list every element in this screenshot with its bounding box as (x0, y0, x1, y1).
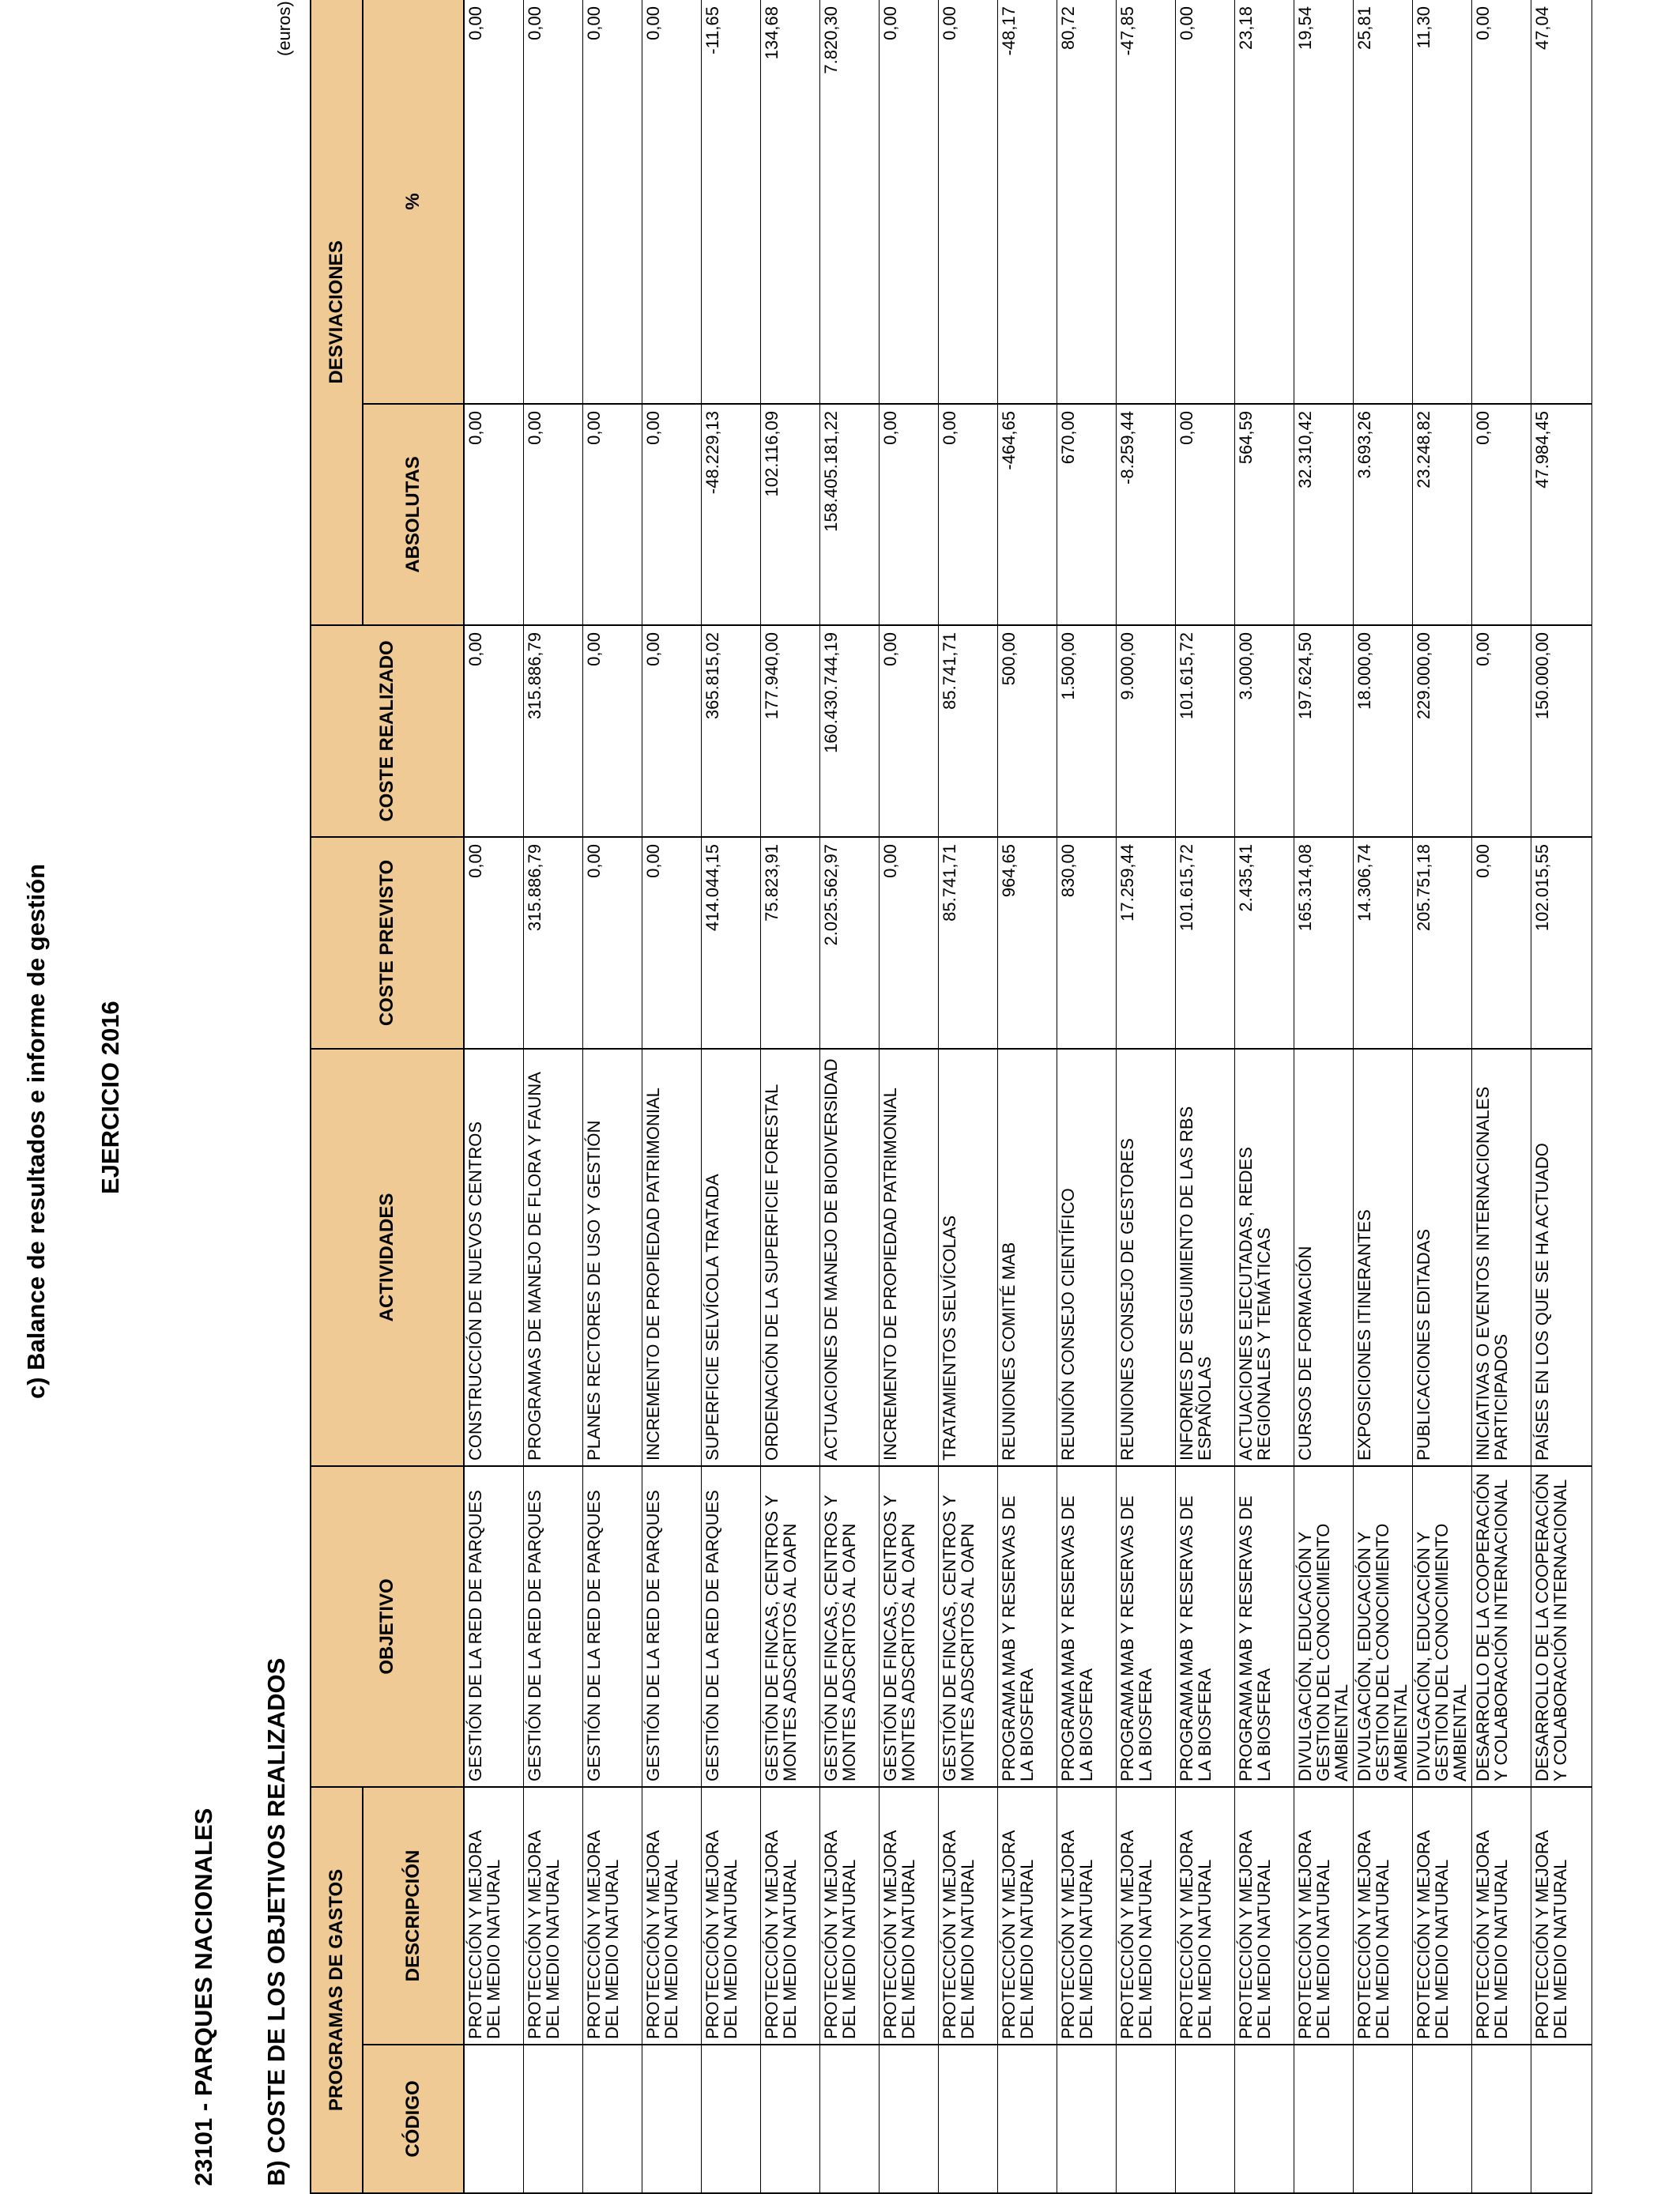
absolutas-cell: 102.116,09 (761, 404, 820, 625)
coste-previsto-cell: 315.886,79 (524, 837, 583, 1049)
coste-previsto-cell: 0,00 (1472, 837, 1531, 1049)
descripcion-cell: PROTECCIÓN Y MEJORA DEL MEDIO NATURAL (702, 1787, 761, 2045)
codigo-cell (761, 2045, 820, 2193)
absolutas-cell: -48.229,13 (702, 404, 761, 625)
descripcion-cell: PROTECCIÓN Y MEJORA DEL MEDIO NATURAL (524, 1787, 583, 2045)
absolutas-cell: 0,00 (464, 404, 524, 625)
porcentaje-cell: 23,18 (1235, 0, 1294, 404)
codigo-cell (1531, 2045, 1592, 2193)
porcentaje-cell: 25,81 (1354, 0, 1413, 404)
coste-previsto-cell: 102.015,55 (1531, 837, 1592, 1049)
coste-realizado-header: COSTE REALIZADO (311, 625, 464, 837)
descripcion-cell: PROTECCIÓN Y MEJORA DEL MEDIO NATURAL (880, 1787, 939, 2045)
absolutas-cell: 32.310,42 (1294, 404, 1354, 625)
actividad-cell: ORDENACIÓN DE LA SUPERFICIE FORESTAL (761, 1049, 820, 1466)
porcentaje-header: % (363, 0, 464, 404)
objetivo-cell: GESTIÓN DE LA RED DE PARQUES (524, 1466, 583, 1787)
porcentaje-cell: 0,00 (642, 0, 702, 404)
table-row (1354, 0, 1413, 2193)
table-row (642, 0, 702, 2193)
descripcion-cell: PROTECCIÓN Y MEJORA DEL MEDIO NATURAL (998, 1787, 1057, 2045)
actividad-cell: REUNIÓN CONSEJO CIENTÍFICO (1057, 1049, 1117, 1466)
actividad-cell: ACTUACIONES EJECUTADAS, REDES REGIONALES Y TEMÁTICAS (1235, 1049, 1294, 1466)
descripcion-header: DESCRIPCIÓN (363, 1787, 464, 2045)
coste-realizado-cell: 229.000,00 (1413, 625, 1472, 837)
coste-previsto-cell: 2.435,41 (1235, 837, 1294, 1049)
codigo-cell (583, 2045, 642, 2193)
coste-previsto-cell: 830,00 (1057, 837, 1117, 1049)
coste-realizado-cell: 18.000,00 (1354, 625, 1413, 837)
table-row (880, 0, 939, 2193)
actividad-cell: INCREMENTO DE PROPIEDAD PATRIMONIAL (642, 1049, 702, 1466)
codigo-cell (1413, 2045, 1472, 2193)
objetivo-cell: DIVULGACIÓN, EDUCACIÓN Y GESTION DEL CONOCIMIENTO AMBIENTAL (1354, 1466, 1413, 1787)
descripcion-cell: PROTECCIÓN Y MEJORA DEL MEDIO NATURAL (642, 1787, 702, 2045)
objetivo-cell: GESTIÓN DE LA RED DE PARQUES (464, 1466, 524, 1787)
coste-realizado-cell: 160.430.744,19 (820, 625, 880, 837)
table-row (820, 0, 880, 2193)
actividad-cell: SUPERFICIE SELVÍCOLA TRATADA (702, 1049, 761, 1466)
objetivo-cell: PROGRAMA MAB Y RESERVAS DE LA BIOSFERA (1176, 1466, 1235, 1787)
objetivo-cell: PROGRAMA MAB Y RESERVAS DE LA BIOSFERA (1057, 1466, 1117, 1787)
table-row (1294, 0, 1354, 2193)
coste-previsto-cell: 75.823,91 (761, 837, 820, 1049)
actividad-cell: REUNIONES CONSEJO DE GESTORES (1117, 1049, 1176, 1466)
coste-realizado-cell: 500,00 (998, 625, 1057, 837)
codigo-cell (524, 2045, 583, 2193)
objetivo-cell: PROGRAMA MAB Y RESERVAS DE LA BIOSFERA (1235, 1466, 1294, 1787)
absolutas-cell: 158.405.181,22 (820, 404, 880, 625)
coste-realizado-cell: 315.886,79 (524, 625, 583, 837)
porcentaje-cell: 7.820,30 (820, 0, 880, 404)
actividad-cell: PLANES RECTORES DE USO Y GESTIÓN (583, 1049, 642, 1466)
codigo-cell (820, 2045, 880, 2193)
absolutas-cell: 23.248,82 (1413, 404, 1472, 625)
actividad-cell: PROGRAMAS DE MANEJO DE FLORA Y FAUNA (524, 1049, 583, 1466)
coste-realizado-cell: 177.940,00 (761, 625, 820, 837)
objetivo-cell: GESTIÓN DE FINCAS, CENTROS Y MONTES ADSCRITOS AL OAPN (880, 1466, 939, 1787)
coste-previsto-cell: 205.751,18 (1413, 837, 1472, 1049)
coste-previsto-cell: 0,00 (642, 837, 702, 1049)
coste-previsto-cell: 2.025.562,97 (820, 837, 880, 1049)
coste-realizado-cell: 0,00 (1472, 625, 1531, 837)
porcentaje-cell: 134,68 (761, 0, 820, 404)
coste-realizado-cell: 0,00 (583, 625, 642, 837)
actividad-cell: INICIATIVAS O EVENTOS INTERNACIONALES PARTICIPADOS (1472, 1049, 1531, 1466)
desviaciones-header: DESVIACIONES (311, 0, 363, 625)
porcentaje-cell: 0,00 (1472, 0, 1531, 404)
descripcion-cell: PROTECCIÓN Y MEJORA DEL MEDIO NATURAL (1413, 1787, 1472, 2045)
descripcion-cell: PROTECCIÓN Y MEJORA DEL MEDIO NATURAL (1354, 1787, 1413, 2045)
actividad-cell: PUBLICACIONES EDITADAS (1413, 1049, 1472, 1466)
actividad-cell: ACTUACIONES DE MANEJO DE BIODIVERSIDAD (820, 1049, 880, 1466)
absolutas-cell: 0,00 (583, 404, 642, 625)
codigo-cell (1176, 2045, 1235, 2193)
coste-previsto-cell: 964,65 (998, 837, 1057, 1049)
actividad-cell: CONSTRUCCIÓN DE NUEVOS CENTROS (464, 1049, 524, 1466)
porcentaje-cell: 0,00 (524, 0, 583, 404)
absolutas-header: ABSOLUTAS (363, 404, 464, 625)
objetivo-cell: GESTIÓN DE LA RED DE PARQUES (642, 1466, 702, 1787)
coste-realizado-cell: 85.741,71 (939, 625, 998, 837)
programas-de-gastos-header: PROGRAMAS DE GASTOS (311, 1787, 363, 2193)
coste-realizado-cell: 1.500,00 (1057, 625, 1117, 837)
porcentaje-cell: 11,30 (1413, 0, 1472, 404)
coste-realizado-cell: 9.000,00 (1117, 625, 1176, 837)
objetivo-cell: DESARROLLO DE LA COOPERACIÓN Y COLABORACIÓN INTERNACIONAL (1531, 1466, 1592, 1787)
descripcion-cell: PROTECCIÓN Y MEJORA DEL MEDIO NATURAL (464, 1787, 524, 2045)
coste-previsto-cell: 0,00 (583, 837, 642, 1049)
actividad-cell: EXPOSICIONES ITINERANTES (1354, 1049, 1413, 1466)
coste-realizado-cell: 101.615,72 (1176, 625, 1235, 837)
descripcion-cell: PROTECCIÓN Y MEJORA DEL MEDIO NATURAL (1294, 1787, 1354, 2045)
actividad-cell: PAÍSES EN LOS QUE SE HA ACTUADO (1531, 1049, 1592, 1466)
absolutas-cell: -464,65 (998, 404, 1057, 625)
objetivo-cell: GESTIÓN DE LA RED DE PARQUES (583, 1466, 642, 1787)
coste-previsto-cell: 85.741,71 (939, 837, 998, 1049)
descripcion-cell: PROTECCIÓN Y MEJORA DEL MEDIO NATURAL (761, 1787, 820, 2045)
units-label: (euros) (274, 1, 294, 56)
descripcion-cell: PROTECCIÓN Y MEJORA DEL MEDIO NATURAL (939, 1787, 998, 2045)
objetivo-header: OBJETIVO (311, 1466, 464, 1787)
objetivo-cell: PROGRAMA MAB Y RESERVAS DE LA BIOSFERA (998, 1466, 1057, 1787)
porcentaje-cell: 80,72 (1057, 0, 1117, 404)
section-heading: B) COSTE DE LOS OBJETIVOS REALIZADOS (262, 1657, 290, 2186)
table-row (1057, 0, 1117, 2193)
document-heading: c) Balance de resultados e informe de gestión (22, 863, 50, 1399)
actividades-header: ACTIVIDADES (311, 1049, 464, 1466)
coste-previsto-cell: 14.306,74 (1354, 837, 1413, 1049)
table-row (1413, 0, 1472, 2193)
porcentaje-cell: -11,65 (702, 0, 761, 404)
objetivo-cell: GESTIÓN DE FINCAS, CENTROS Y MONTES ADSCRITOS AL OAPN (761, 1466, 820, 1787)
table-row (1235, 0, 1294, 2193)
absolutas-cell: 3.693,26 (1354, 404, 1413, 625)
objetivo-cell: DESARROLLO DE LA COOPERACIÓN Y COLABORACIÓN INTERNACIONAL (1472, 1466, 1531, 1787)
absolutas-cell: 670,00 (1057, 404, 1117, 625)
absolutas-cell: -8.259,44 (1117, 404, 1176, 625)
porcentaje-cell: 0,00 (880, 0, 939, 404)
coste-previsto-header: COSTE PREVISTO (311, 837, 464, 1049)
objetivo-cell: DIVULGACIÓN, EDUCACIÓN Y GESTION DEL CONOCIMIENTO AMBIENTAL (1294, 1466, 1354, 1787)
table-row (1472, 0, 1531, 2193)
codigo-cell (880, 2045, 939, 2193)
porcentaje-cell: 0,00 (583, 0, 642, 404)
objetivo-cell: GESTIÓN DE FINCAS, CENTROS Y MONTES ADSCRITOS AL OAPN (939, 1466, 998, 1787)
coste-previsto-cell: 414.044,15 (702, 837, 761, 1049)
coste-previsto-cell: 101.615,72 (1176, 837, 1235, 1049)
descripcion-cell: PROTECCIÓN Y MEJORA DEL MEDIO NATURAL (820, 1787, 880, 2045)
table-body (464, 0, 1592, 2193)
absolutas-cell: 47.984,45 (1531, 404, 1592, 625)
descripcion-cell: PROTECCIÓN Y MEJORA DEL MEDIO NATURAL (1531, 1787, 1592, 2045)
absolutas-cell: 0,00 (642, 404, 702, 625)
descripcion-cell: PROTECCIÓN Y MEJORA DEL MEDIO NATURAL (1057, 1787, 1117, 2045)
table-row (761, 0, 820, 2193)
absolutas-cell: 564,59 (1235, 404, 1294, 625)
descripcion-cell: PROTECCIÓN Y MEJORA DEL MEDIO NATURAL (1117, 1787, 1176, 2045)
codigo-cell (464, 2045, 524, 2193)
codigo-cell (642, 2045, 702, 2193)
codigo-header: CÓDIGO (363, 2045, 464, 2193)
coste-previsto-cell: 0,00 (464, 837, 524, 1049)
coste-realizado-cell: 3.000,00 (1235, 625, 1294, 837)
absolutas-cell: 0,00 (1176, 404, 1235, 625)
codigo-cell (1235, 2045, 1294, 2193)
table-row (998, 0, 1057, 2193)
objetivo-cell: GESTIÓN DE FINCAS, CENTROS Y MONTES ADSCRITOS AL OAPN (820, 1466, 880, 1787)
descripcion-cell: PROTECCIÓN Y MEJORA DEL MEDIO NATURAL (583, 1787, 642, 2045)
codigo-cell (1354, 2045, 1413, 2193)
objetivo-cell: DIVULGACIÓN, EDUCACIÓN Y GESTION DEL CONOCIMIENTO AMBIENTAL (1413, 1466, 1472, 1787)
coste-previsto-cell: 165.314,08 (1294, 837, 1354, 1049)
absolutas-cell: 0,00 (1472, 404, 1531, 625)
porcentaje-cell: -48,17 (998, 0, 1057, 404)
porcentaje-cell: 0,00 (1176, 0, 1235, 404)
porcentaje-cell: 0,00 (464, 0, 524, 404)
codigo-cell (998, 2045, 1057, 2193)
table-row (524, 0, 583, 2193)
objetivo-cell: GESTIÓN DE LA RED DE PARQUES (702, 1466, 761, 1787)
coste-realizado-cell: 0,00 (642, 625, 702, 837)
objectives-cost-table (310, 0, 1592, 2194)
actividad-cell: INCREMENTO DE PROPIEDAD PATRIMONIAL (880, 1049, 939, 1466)
objetivo-cell: PROGRAMA MAB Y RESERVAS DE LA BIOSFERA (1117, 1466, 1176, 1787)
absolutas-cell: 0,00 (880, 404, 939, 625)
codigo-cell (939, 2045, 998, 2193)
fiscal-year-heading: EJERCICIO 2016 (96, 1001, 124, 1194)
coste-realizado-cell: 0,00 (464, 625, 524, 837)
absolutas-cell: 0,00 (939, 404, 998, 625)
table-row (1176, 0, 1235, 2193)
actividad-cell: TRATAMIENTOS SELVÍCOLAS (939, 1049, 998, 1466)
table-row (464, 0, 524, 2193)
codigo-cell (1294, 2045, 1354, 2193)
table-row (1117, 0, 1176, 2193)
descripcion-cell: PROTECCIÓN Y MEJORA DEL MEDIO NATURAL (1176, 1787, 1235, 2045)
coste-realizado-cell: 150.000,00 (1531, 625, 1592, 837)
porcentaje-cell: 0,00 (939, 0, 998, 404)
actividad-cell: INFORMES DE SEGUIMIENTO DE LAS RBS ESPAÑOLAS (1176, 1049, 1235, 1466)
descripcion-cell: PROTECCIÓN Y MEJORA DEL MEDIO NATURAL (1235, 1787, 1294, 2045)
porcentaje-cell: 47,04 (1531, 0, 1592, 404)
coste-previsto-cell: 17.259,44 (1117, 837, 1176, 1049)
entity-heading: 23101 - PARQUES NACIONALES (190, 1808, 217, 2186)
coste-realizado-cell: 365.815,02 (702, 625, 761, 837)
coste-realizado-cell: 197.624,50 (1294, 625, 1354, 837)
porcentaje-cell: -47,85 (1117, 0, 1176, 404)
codigo-cell (1117, 2045, 1176, 2193)
table-row (939, 0, 998, 2193)
coste-realizado-cell: 0,00 (880, 625, 939, 837)
codigo-cell (702, 2045, 761, 2193)
coste-previsto-cell: 0,00 (880, 837, 939, 1049)
table-row (583, 0, 642, 2193)
porcentaje-cell: 19,54 (1294, 0, 1354, 404)
absolutas-cell: 0,00 (524, 404, 583, 625)
actividad-cell: CURSOS DE FORMACIÓN (1294, 1049, 1354, 1466)
codigo-cell (1472, 2045, 1531, 2193)
descripcion-cell: PROTECCIÓN Y MEJORA DEL MEDIO NATURAL (1472, 1787, 1531, 2045)
table-row (702, 0, 761, 2193)
table-row (1531, 0, 1592, 2193)
codigo-cell (1057, 2045, 1117, 2193)
actividad-cell: REUNIONES COMITÉ MAB (998, 1049, 1057, 1466)
